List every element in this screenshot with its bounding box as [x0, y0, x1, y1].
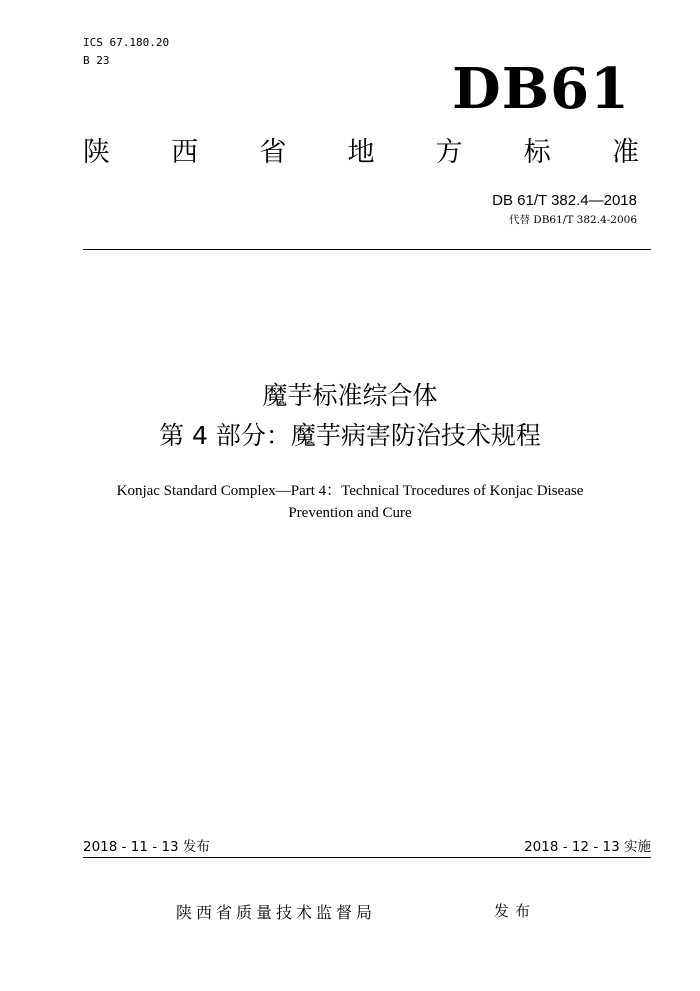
english-title-line2: Prevention and Cure [288, 505, 412, 521]
implementation-date: 2018 - 12 - 13 实施 [524, 839, 651, 855]
english-title-line1: Konjac Standard Complex—Part 4：Technical Trocedures of Konjac Disease [116, 483, 584, 499]
document-title-line1: 魔芋标准综合体 [262, 381, 438, 410]
issue-date: 2018 - 11 - 13 发布 [83, 839, 210, 855]
standard-logo: DB61 [452, 56, 630, 122]
english-title [80, 480, 620, 524]
standard-type-char: 准 [611, 137, 639, 168]
standard-type-char: 西 [171, 137, 199, 168]
footer-divider [83, 857, 651, 858]
standard-type-char: 标 [523, 137, 551, 168]
standard-type-heading [83, 135, 639, 171]
standard-type-char: 方 [435, 137, 463, 168]
standard-type-char: 省 [259, 137, 287, 168]
replaces-standard: 代替 DB61/T 382.4-2006 [508, 214, 637, 226]
header-divider [83, 249, 651, 250]
standard-type-char: 地 [347, 137, 375, 168]
issued-label: 发布 [494, 902, 537, 920]
standard-type-char: 陕 [83, 137, 110, 168]
document-title-line2: 第 4 部分：魔芋病害防治技术规程 [159, 421, 541, 450]
ccs-code: B 23 [83, 54, 110, 67]
ics-code: ICS 67.180.20 [83, 36, 170, 49]
issuing-authority: 陕西省质量技术监督局 [176, 903, 377, 922]
standard-number: DB 61/T 382.4—2018 [492, 192, 637, 209]
